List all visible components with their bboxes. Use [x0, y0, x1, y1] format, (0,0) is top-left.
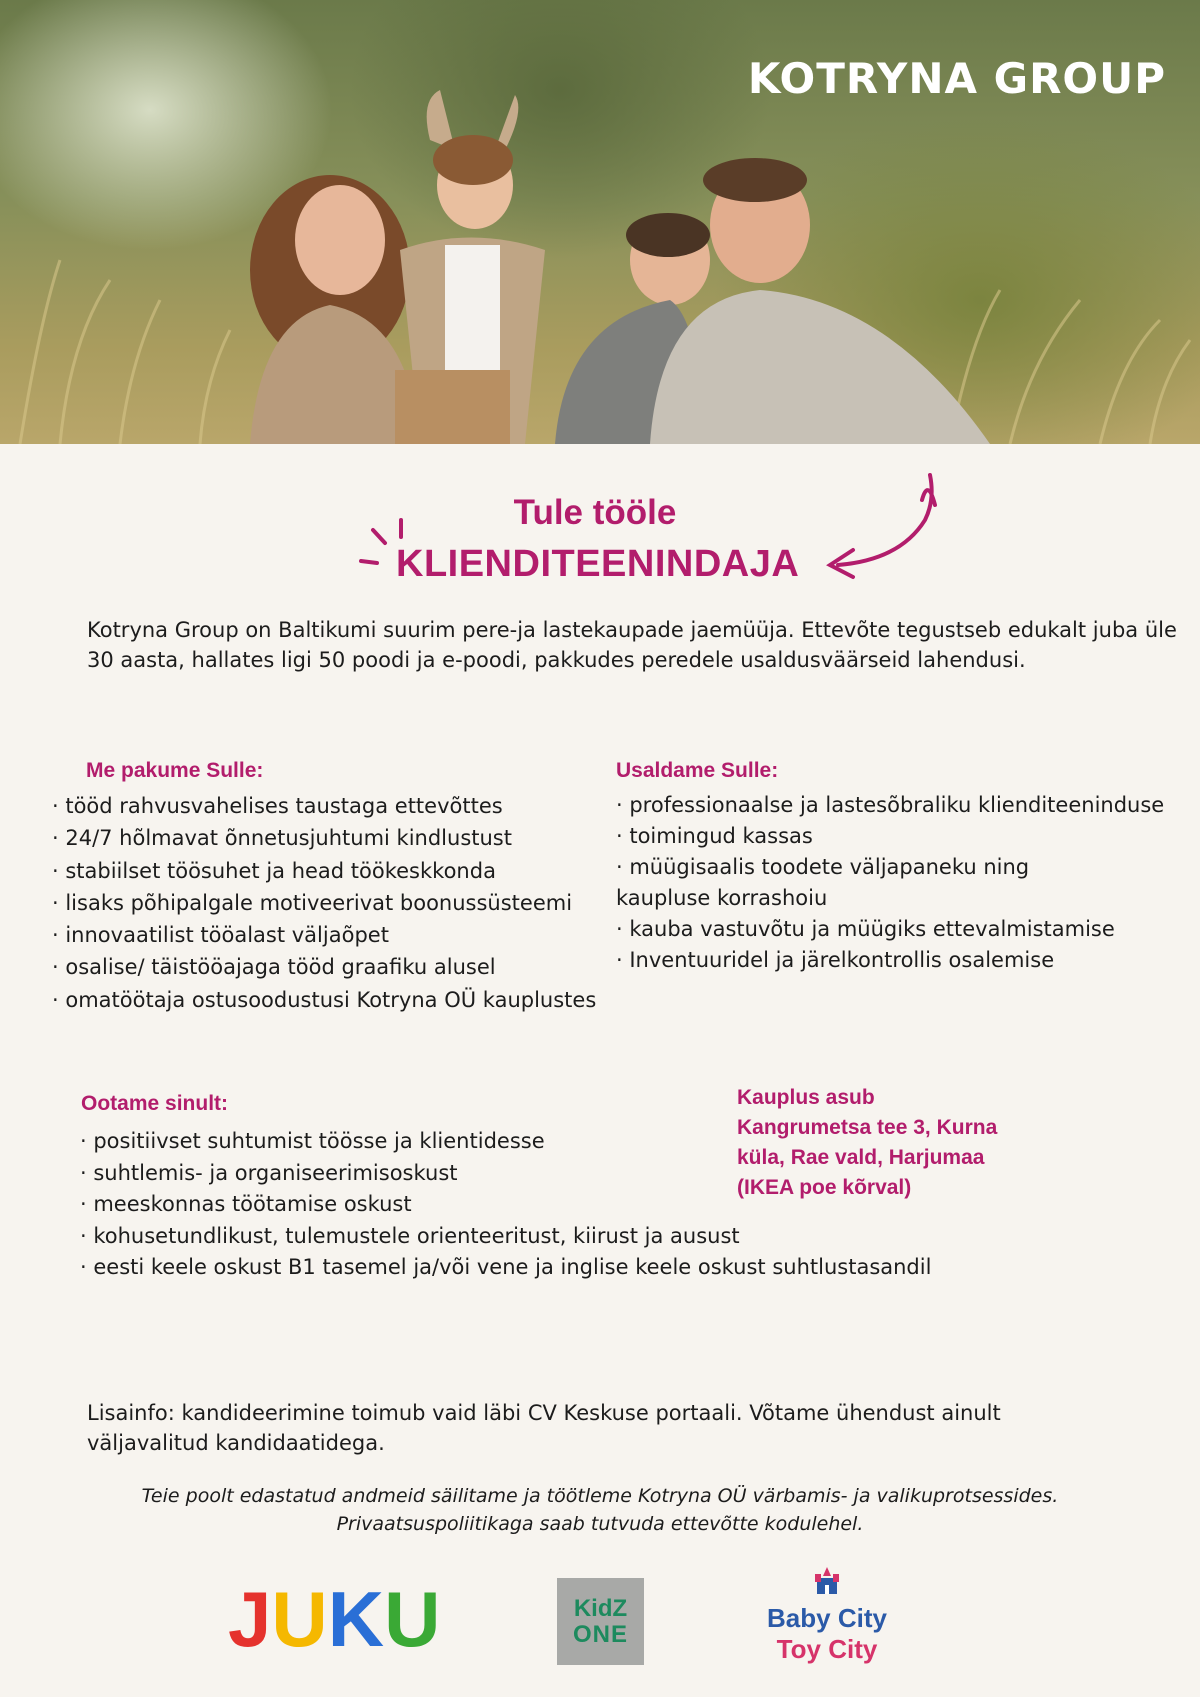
list-item: · eesti keele oskust B1 tasemel ja/või vene ja inglise keele oskust suhtlustasandil — [80, 1255, 932, 1279]
offer-title: Me pakume Sulle: — [86, 759, 264, 782]
list-item: · tööd rahvusvahelises taustaga ettevõttes — [52, 794, 503, 818]
babycity-toycity-logo — [762, 1566, 892, 1665]
list-item: · kohusetundlikust, tulemustele orienteeritust, kiirust ja ausust — [80, 1223, 740, 1248]
list-item: · suhtlemis- ja organiseerimisoskust — [80, 1160, 458, 1185]
list-item: · toimingud kassas — [616, 824, 813, 848]
expect-title: Ootame sinult: — [81, 1092, 229, 1115]
kidzone-logo-text: KidZ — [573, 1594, 628, 1622]
headline-job-title: KLIENDITEENINDAJA — [396, 543, 800, 585]
list-item: · müügisaalis toodete väljapaneku ning — [616, 855, 1030, 879]
svg-text:JUKU: JUKU — [228, 1580, 441, 1660]
list-item: · positiivset suhtumist töösse ja klientidesse — [80, 1129, 545, 1153]
offer-list — [52, 790, 596, 1016]
store-address-line: küla, Rae vald, Harjumaa — [737, 1146, 985, 1169]
list-item: · innovaatilist tööalast väljaõpet — [52, 923, 389, 948]
list-item: · kauba vastuvõtu ja müügiks ettevalmistamise — [616, 917, 1115, 941]
privacy-line: Privaatsuspoliitikaga saab tutvuda ettevõtte kodulehel. — [336, 1513, 864, 1535]
babycity-text: Baby City — [767, 1603, 887, 1633]
list-item: · 24/7 hõlmavat õnnetusjuhtumi kindlustust — [52, 826, 512, 851]
privacy-line: Teie poolt edastatud andmeid säilitame ja töötleme Kotryna OÜ värbamis- ja valikuprotsessides. — [141, 1485, 1059, 1507]
juku-logo — [228, 1580, 458, 1660]
list-item: · omatöötaja ostusoodustusi Kotryna OÜ kauplustes — [52, 987, 597, 1012]
trust-title: Usaldame Sulle: — [616, 759, 779, 782]
spark-line-3 — [361, 561, 377, 563]
list-item: · osalise/ täistööajaga tööd graafiku alusel — [52, 955, 496, 980]
list-item: · stabiilset töösuhet ja head töökeskkonda — [52, 858, 496, 883]
store-address-line: Kauplus asub — [737, 1086, 875, 1109]
store-address — [737, 1083, 997, 1203]
spark-line-1 — [373, 530, 385, 543]
list-item: · meeskonnas töötamise oskust — [80, 1192, 412, 1216]
list-item: kaupluse korrashoiu — [616, 886, 828, 910]
list-item: · Inventuuridel ja järelkontrollis osalemise — [616, 948, 1055, 972]
store-address-line: Kangrumetsa tee 3, Kurna — [737, 1116, 998, 1139]
toycity-text: Toy City — [776, 1634, 878, 1664]
headline-come-work: Tule tööle — [513, 493, 677, 532]
additional-info: Lisainfo: kandideerimine toimub vaid läbi CV Keskuse portaali. Võtame ühendust ainult väljavalitud kandidaatidega. — [87, 1401, 1001, 1455]
castle-icon — [812, 1566, 842, 1596]
intro-paragraph: Kotryna Group on Baltikumi suurim pere-ja lastekaupade jaemüüja. Ettevõte tegustseb edukalt juba üle 30 aasta, hallates ligi 50 poodi ja e-poodi, pakkudes peredele usaldusväärseid lahendusi. — [87, 618, 1177, 672]
trust-list — [616, 790, 1164, 976]
store-address-line: (IKEA poe kõrval) — [737, 1176, 912, 1199]
kidzone-logo-text: ONE — [572, 1620, 628, 1648]
brand-logo: KOTRYNA GROUP — [747, 54, 1166, 103]
kidzone-logo — [557, 1578, 644, 1665]
privacy-notice — [60, 1482, 1140, 1538]
list-item: · lisaks põhipalgale motiveerivat boonussüsteemi — [52, 890, 573, 915]
list-item: · professionaalse ja lastesõbraliku klienditeeninduse — [616, 793, 1165, 817]
